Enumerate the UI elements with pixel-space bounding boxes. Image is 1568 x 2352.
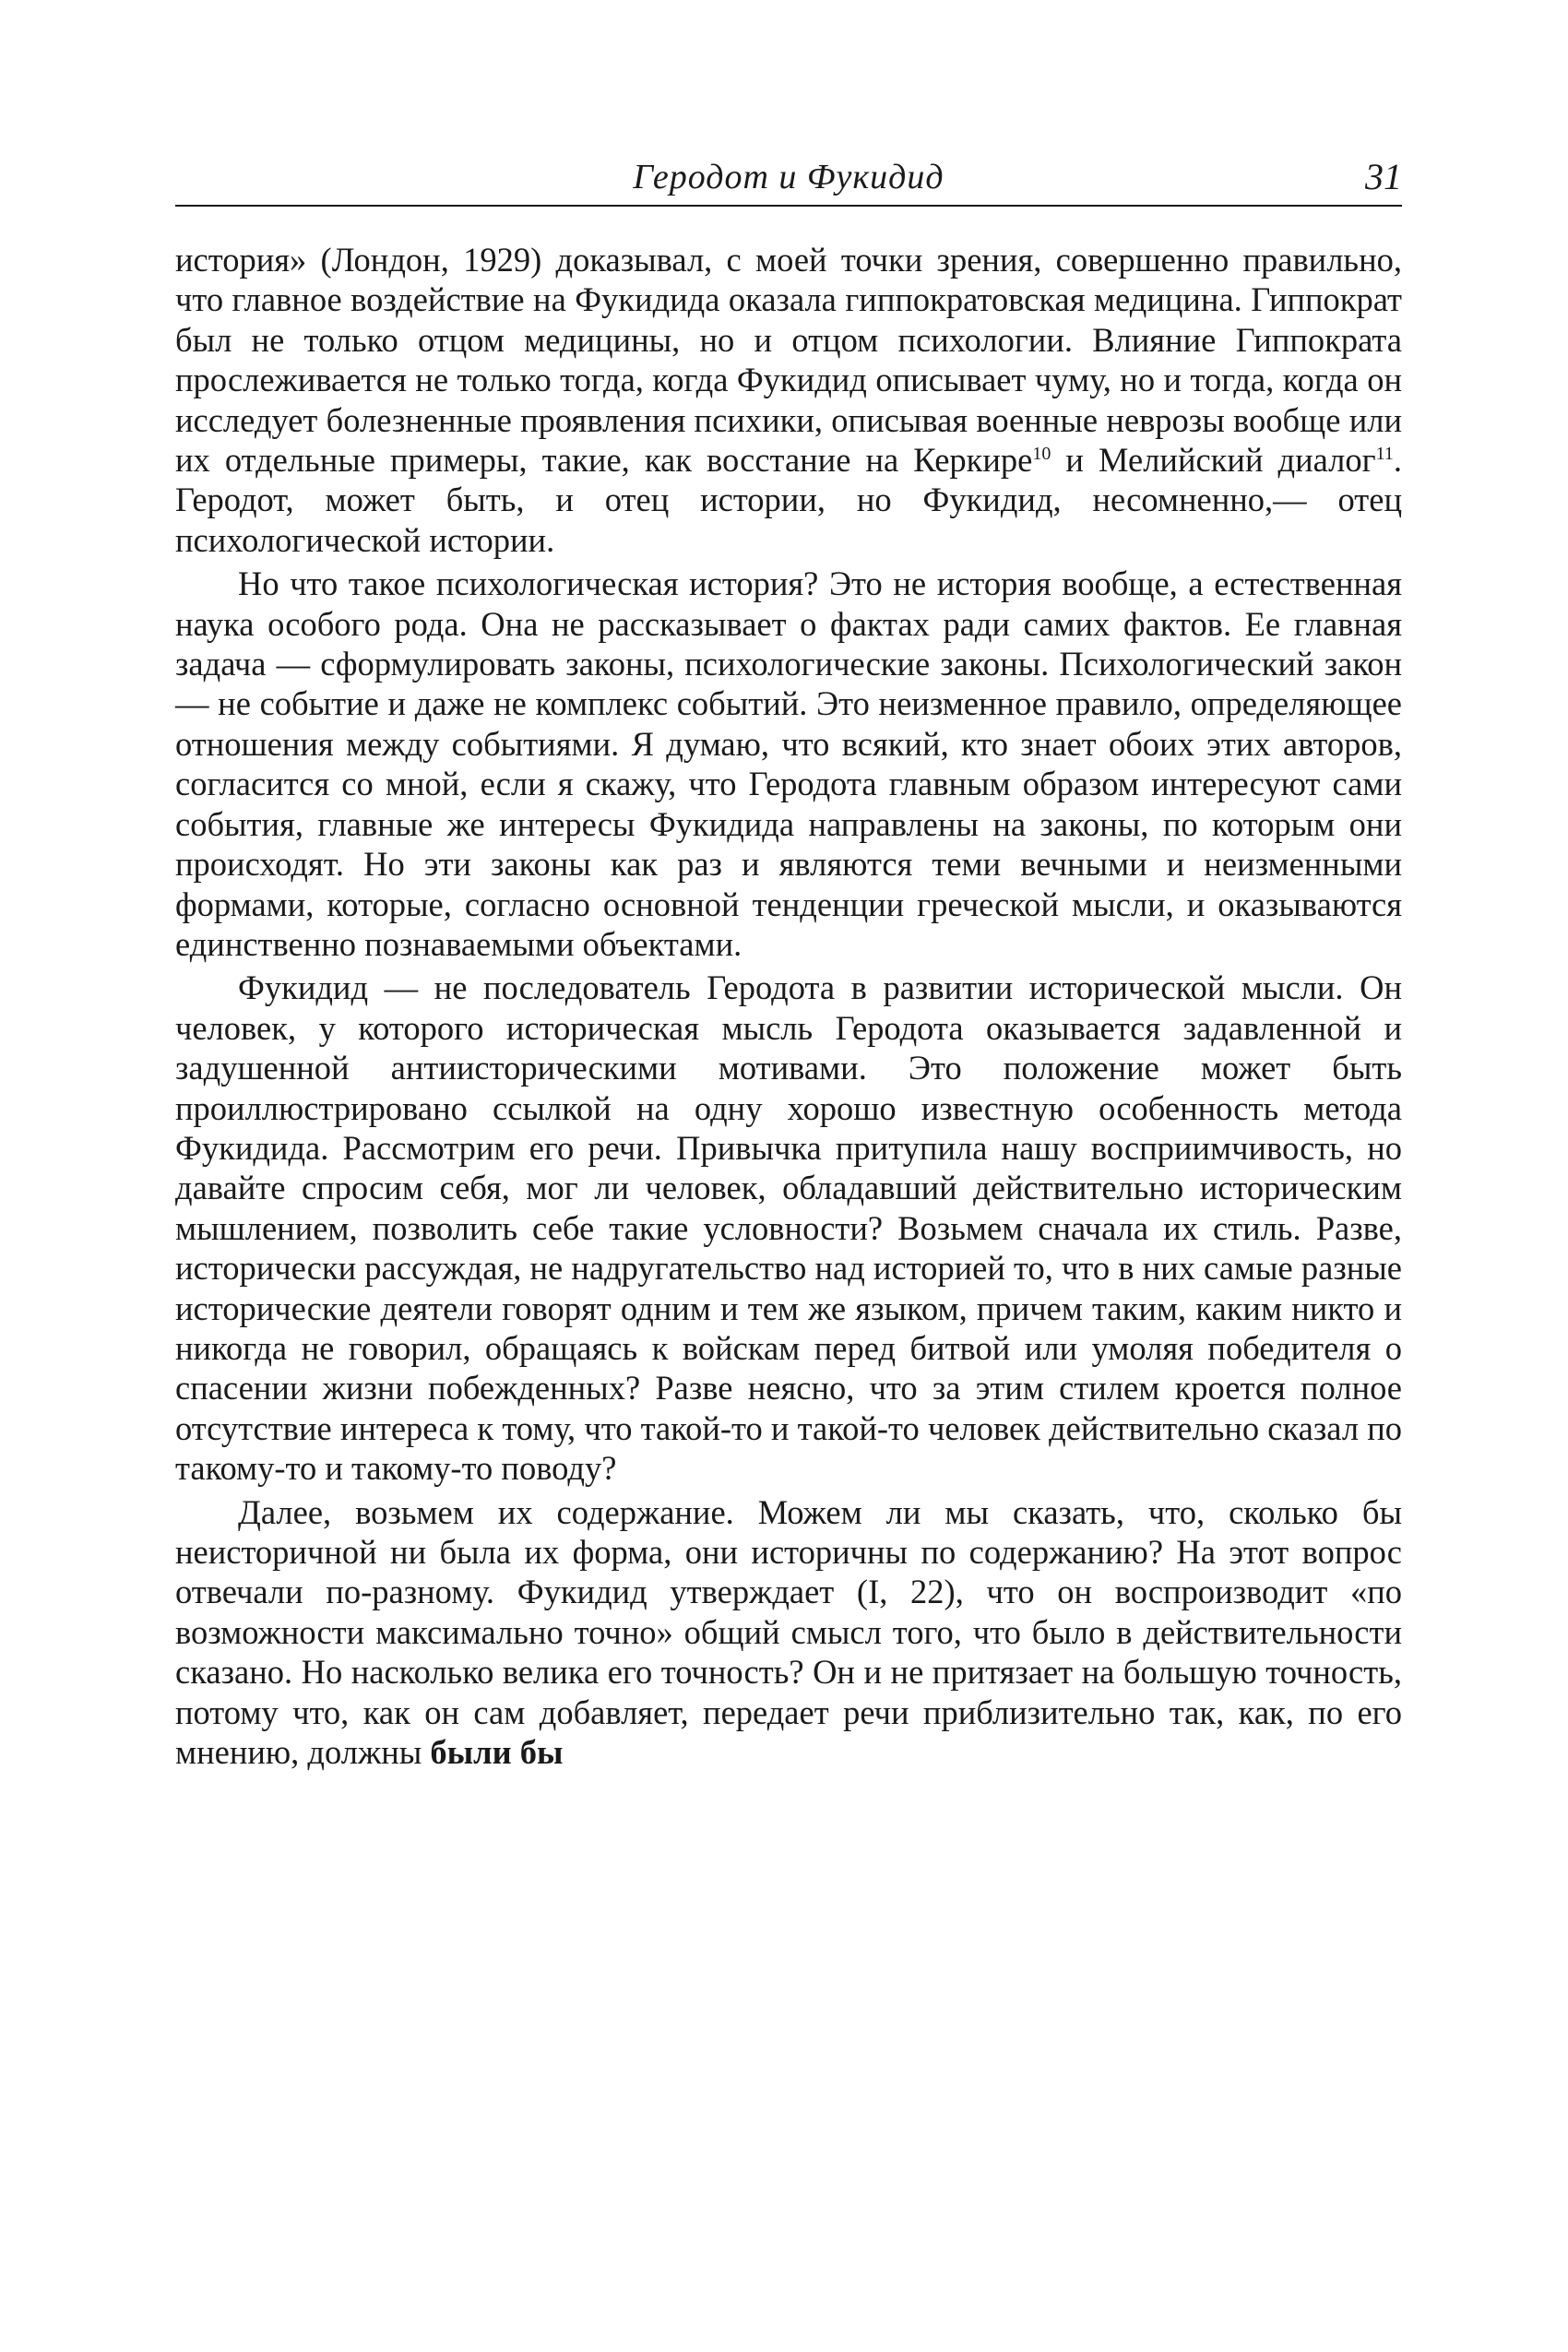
- paragraph-1: [175, 240, 1402, 560]
- paragraph-4-text: Далее, возьмем их содержание. Можем ли мы сказать, что, сколько бы неисторичной ни была их форма, они историчны по содержанию? На этот вопрос отвечали по-разному. Фукидид утверждает (I, 22), что он воспроизводит «по возможности максимально точно» общий смысл того, что было в действительности сказано. Но насколько велика его точность? Он и не притязает на большую точность, потому что, как он сам добавляет, передает речи приблизительно так, как, по его мнению, должны: [175, 1492, 1402, 1772]
- page-number: 31: [1365, 156, 1402, 197]
- book-page: [175, 148, 1402, 1772]
- paragraph-2: Но что такое психологическая история? Это не история вообще, а естественная наука особого рода. Она не рассказывает о фактах ради самих фактов. Ее главная задача — сформулировать законы, психологические законы. Психологический закон — не событие и даже не комплекс событий. Это неизменное правило, определяющее отношения между событиями. Я думаю, что всякий, кто знает обоих этих авторов, согласится со мной, если я скажу, что Геродота главным образом интересуют сами события, главные же интересы Фукидида направлены на законы, по которым они происходят. Но эти законы как раз и являются теми вечными и неизменными формами, которые, согласно основной тенденции греческой мысли, и оказываются единственно познаваемыми объектами.: [175, 564, 1402, 963]
- paragraph-4: [175, 1492, 1402, 1773]
- running-head: [175, 148, 1402, 207]
- footnote-ref-10: 10: [1032, 443, 1051, 464]
- footnote-ref-11: 11: [1375, 443, 1394, 464]
- paragraph-1-text-a: история» (Лондон, 1929) доказывал, с моей точки зрения, совершенно правильно, что главное воздействие на Фукидида оказала гиппократовская медицина. Гиппократ был не только отцом медицины, но и отцом психологии. Влияние Гиппократа прослеживается не только тогда, когда Фукидид описывает чуму, но и тогда, когда он исследует болезненные проявления психики, описывая военные неврозы вообще или их отдельные примеры, такие, как восстание на Керкире: [175, 241, 1402, 480]
- running-title: Геродот и Фукидид: [633, 158, 944, 196]
- paragraph-1-text-b: и Мелийский диалог: [1051, 441, 1376, 480]
- paragraph-4-bold-tail: были бы: [422, 1733, 564, 1772]
- body-text: [175, 240, 1402, 1772]
- paragraph-1-text-c: . Геродот, может быть, и отец истории, но Фукидид, несомненно,— отец психологической истории.: [175, 441, 1402, 559]
- paragraph-3: Фукидид — не последователь Геродота в развитии исторической мысли. Он человек, у которого историческая мысль Геродота оказывается задавленной и задушенной антиисторическими мотивами. Это положение может быть проиллюстрировано ссылкой на одну хорошо известную особенность метода Фукидида. Рассмотрим его речи. Привычка притупила нашу восприимчивость, но давайте спросим себя, мог ли человек, обладавший действительно историческим мышлением, позволить себе такие условности? Возьмем сначала их стиль. Разве, исторически рассуждая, не надругательство над историей то, что в них самые разные исторические деятели говорят одним и тем же языком, причем таким, каким никто и никогда не говорил, обращаясь к войскам перед битвой или умоляя победителя о спасении жизни побежденных? Разве неясно, что за этим стилем кроется полное отсутствие интереса к тому, что такой-то и такой-то человек действительно сказал по такому-то и такому-то поводу?: [175, 968, 1402, 1488]
